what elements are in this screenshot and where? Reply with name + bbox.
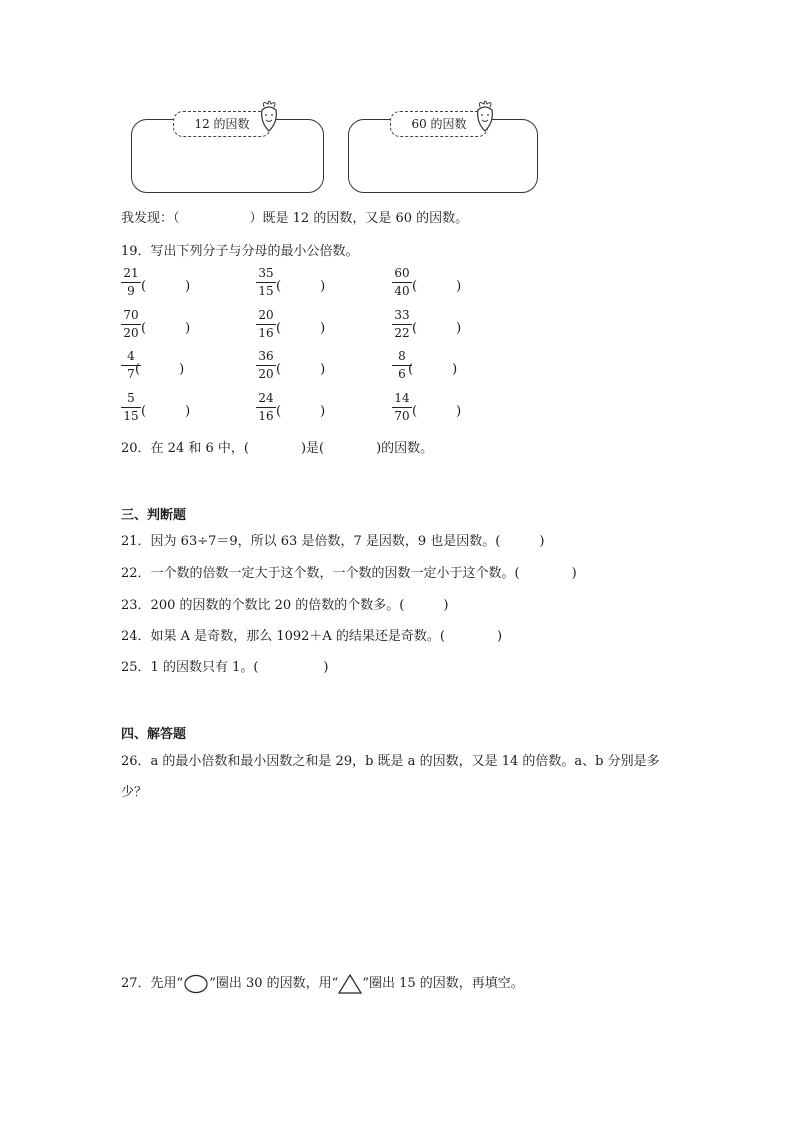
fraction-denominator: 22 [394, 326, 410, 340]
q21-text: 21．因为 63÷7＝9，所以 63 是倍数，7 是因数，9 也是因数。( ) [121, 534, 545, 549]
answer-blank: ( ) [276, 321, 326, 336]
q25-text: 25．1 的因数只有 1。( ) [121, 660, 329, 675]
q19-title: 19．写出下列分子与分母的最小公倍数。 [121, 244, 359, 259]
answer-blank: ( ) [408, 362, 458, 377]
fraction-numerator: 24 [256, 391, 276, 408]
answer-blank: ( ) [141, 404, 191, 419]
triangle-icon [338, 974, 362, 994]
fraction [121, 391, 141, 424]
fraction [392, 308, 412, 341]
fraction-denominator: 20 [258, 367, 274, 381]
q22-text: 22．一个数的倍数一定大于这个数，一个数的因数一定小于这个数。( ) [121, 566, 577, 581]
q26-line1: 26．a 的最小倍数和最小因数之和是 29，b 既是 a 的因数，又是 14 的倍数。a、b 分别是多 [121, 754, 660, 769]
q23-text: 23．200 的因数的个数比 20 的倍数的个数多。( ) [121, 598, 449, 613]
q27-part1: 27．先用“ [121, 976, 184, 991]
discovery-prefix: 我发现：（ [121, 211, 180, 226]
factor-box-12-label: 12 的因数 [173, 111, 271, 137]
fraction-numerator: 14 [392, 391, 412, 408]
answer-blank: ( ) [135, 362, 185, 377]
answer-blank: ( ) [276, 404, 326, 419]
fraction [256, 349, 276, 382]
q20-text: 20．在 24 和 6 中，( )是( )的因数。 [121, 441, 434, 456]
section4-heading: 四、解答题 [121, 727, 187, 742]
circle-icon [183, 974, 209, 994]
fraction-denominator: 16 [258, 326, 274, 340]
fraction-denominator: 20 [123, 326, 139, 340]
discovery-suffix: ）既是 12 的因数，又是 60 的因数。 [249, 211, 469, 226]
fraction-numerator: 60 [392, 266, 412, 283]
fraction-denominator: 40 [394, 284, 410, 298]
fraction-numerator: 36 [256, 349, 276, 366]
fraction [256, 308, 276, 341]
strawberry-icon [258, 98, 280, 134]
factor-box-60-label: 60 的因数 [390, 111, 488, 137]
answer-blank: ( ) [412, 279, 462, 294]
fraction-numerator: 5 [121, 391, 141, 408]
fraction-numerator: 21 [121, 266, 141, 283]
q26-line2: 少？ [121, 785, 148, 800]
q24-text: 24．如果 A 是奇数，那么 1092＋A 的结果还是奇数。( ) [121, 629, 503, 644]
fraction-denominator: 9 [127, 284, 135, 298]
discovery-line [121, 207, 468, 226]
fraction-denominator: 6 [398, 367, 406, 381]
answer-blank: ( ) [276, 362, 326, 377]
answer-blank: ( ) [412, 321, 462, 336]
q27-part2: ”圈出 30 的因数，用“ [209, 976, 339, 991]
fraction-denominator: 70 [394, 409, 410, 423]
fraction [256, 391, 276, 424]
answer-blank: ( ) [276, 279, 326, 294]
fraction [121, 266, 141, 299]
fraction [392, 391, 412, 424]
fraction [121, 308, 141, 341]
q27-text [121, 972, 524, 994]
fraction-denominator: 15 [123, 409, 139, 423]
q27-part3: ”圈出 15 的因数，再填空。 [362, 976, 524, 991]
fraction [392, 266, 412, 299]
answer-blank: ( ) [412, 404, 462, 419]
fraction-denominator: 7 [127, 367, 135, 381]
fraction-denominator: 15 [258, 284, 274, 298]
fraction-numerator: 4 [121, 349, 141, 366]
section3-heading: 三、判断题 [121, 508, 187, 523]
fraction-numerator: 33 [392, 308, 412, 325]
fraction-denominator: 16 [258, 409, 274, 423]
fraction-numerator: 8 [392, 349, 412, 366]
strawberry-icon [474, 98, 496, 134]
fraction-numerator: 70 [121, 308, 141, 325]
fraction-numerator: 35 [256, 266, 276, 283]
answer-blank: ( ) [141, 279, 191, 294]
fraction-numerator: 20 [256, 308, 276, 325]
fraction [256, 266, 276, 299]
answer-blank: ( ) [141, 321, 191, 336]
